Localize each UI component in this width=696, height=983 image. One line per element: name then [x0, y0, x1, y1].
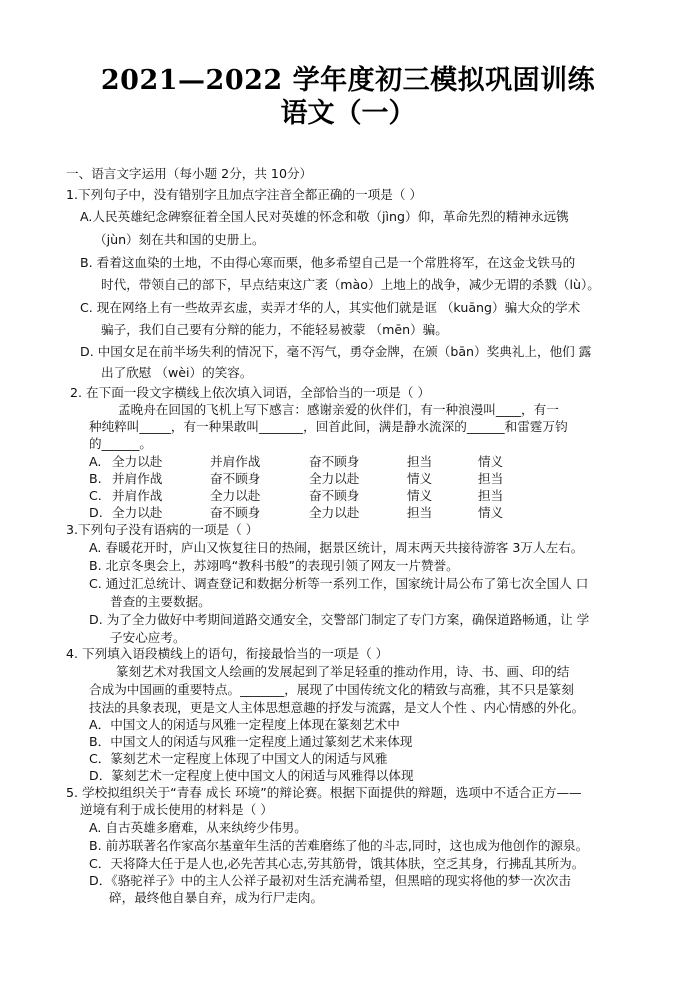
option-word: 全力以赴	[309, 471, 360, 486]
q4-passage-line: 合成为中国画的重要特点。_______，展现了中国传统文化的精致与高雅，其不只是篆刻	[89, 682, 574, 697]
q3-option-a: A. 春暖花开时，庐山又恢复往日的热闹，据景区统计，周末两天共接待游客 3万人左右。	[89, 540, 584, 555]
q1-option-b-cont: 时代，带领自己的部下，早点结束这广袤（mào）上地上的战争，减少无谓的杀戮（lù）。	[101, 277, 600, 292]
q5-option-b: B. 前苏联著名作家高尔基童年生活的苦难磨练了他的斗志,同时，这也成为他创作的源泉。	[89, 838, 589, 853]
option-word: 全力以赴	[309, 505, 360, 520]
option-label: B.	[89, 471, 102, 486]
q3-option-b: B. 北京冬奥会上，苏翊鸣“教科书般”的表现引领了网友一片赞誉。	[89, 558, 459, 573]
q1-option-c: C. 现在网络上有一些故弄玄虚，卖弄才华的人，其实他们就是诓 （kuāng）骗大众的学术	[80, 300, 581, 315]
q2-passage-line: 的______。	[89, 436, 152, 451]
section-heading: 一、语言文字运用（每小题 2分，共 10分）	[66, 166, 313, 181]
option-word: 奋不顾身	[210, 505, 261, 520]
q2-passage-line: 种纯粹叫_____，有一种果敢叫_______，回首此间，满是静水流深的______和雷霆万钧	[89, 419, 568, 434]
q4-stem: 4. 下列填入语段横线上的语句，衔接最恰当的一项是（ ）	[66, 646, 389, 661]
option-word: 情义	[478, 454, 504, 469]
q4-passage-line: 技法的具象表现，更是文人主体思想意趣的抒发与流露，是文人个性 、内心情感的外化。	[89, 700, 585, 715]
option-word: 全力以赴	[112, 505, 163, 520]
q1-option-b: B. 看着这血染的土地，不由得心寒而栗，他多希望自己是一个常胜将军，在这金戈铁马的	[80, 255, 576, 270]
q4-option-d: D．篆刻艺术一定程度上使中国文人的闲适与风雅得以体现	[89, 768, 414, 783]
option-word: 奋不顾身	[210, 471, 261, 486]
q5-option-d-cont: 碎，最终他自暴自弃，成为行尸走肉。	[109, 890, 324, 905]
option-word: 全力以赴	[112, 454, 163, 469]
exam-subtitle: 语文（一）	[280, 98, 416, 129]
q2-option-b	[89, 471, 609, 486]
q4-option-a: A．中国文人的闲适与风雅一定程度上体现在篆刻艺术中	[89, 717, 400, 732]
q1-option-d-cont: 出了欣慰 （wèi）的笑容。	[101, 365, 253, 380]
q4-option-b: B．中国文人的闲适与风雅一定程度上通过篆刻艺术来体现	[89, 734, 413, 749]
q5-option-d: D．《骆驼祥子》中的主人公祥子最初对生活充满希望，但黑暗的现实将他的梦一次次击	[89, 873, 571, 888]
q2-stem: 2. 在下面一段文字横线上依次填入词语，全部恰当的一项是（ ）	[70, 385, 431, 400]
option-word: 担当	[407, 505, 433, 520]
option-word: 并肩作战	[112, 488, 163, 503]
q1-option-a-cont: （jùn）刻在共和国的史册上。	[94, 232, 265, 247]
option-word: 担当	[407, 454, 433, 469]
q5-stem-cont: 逆境有利于成长使用的材料是（ ）	[80, 802, 273, 817]
q1-option-a: A.人民英雄纪念碑察征着全国人民对英雄的怀念和敬（jìng）仰，革命先烈的精神永远镌	[80, 209, 569, 224]
q5-option-a: A. 自古英雄多磨难，从来纨绔少伟男。	[89, 820, 307, 835]
q1-option-c-cont: 骗子，我们自己要有分辩的能力，不能轻易被蒙 （mēn）骗。	[101, 322, 448, 337]
option-word: 奋不顾身	[309, 454, 360, 469]
option-word: 并肩作战	[112, 471, 163, 486]
option-word: 担当	[478, 471, 504, 486]
option-word: 情义	[407, 488, 433, 503]
option-word: 并肩作战	[210, 454, 261, 469]
option-label: C.	[89, 488, 102, 503]
option-word: 全力以赴	[210, 488, 261, 503]
q3-option-d: D. 为了全力做好中考期间道路交通安全，交警部门制定了专门方案，确保道路畅通，让 学	[89, 612, 590, 627]
q5-option-c: C．天将降大任于是人也,必先苦其心志,劳其筋骨，饿其体肤，空乏其身，行拂乱其所为。	[89, 856, 585, 871]
option-word: 奋不顾身	[309, 488, 360, 503]
q3-option-c-cont: 普查的主要数据。	[110, 594, 211, 609]
q3-option-c: C. 通过汇总统计、调查登记和数据分析等一系列工作，国家统计局公布了第七次全国人 口	[89, 576, 589, 591]
option-word: 情义	[478, 505, 504, 520]
q2-option-d	[89, 505, 609, 520]
exam-title: 2021—2022 学年度初三模拟巩固训练	[100, 65, 596, 96]
option-word: 情义	[407, 471, 433, 486]
q5-stem: 5. 学校拟组织关于“青春 成长 环境”的辩论赛。根据下面提供的辩题，选项中不适合正方——	[66, 785, 582, 800]
q1-option-d: D. 中国女足在前半场失利的情况下，毫不泻气，勇夺金牌，在颁（bān）奖典礼上，他们 露	[80, 344, 592, 359]
q3-stem: 3.下列句子没有语病的一项是（ ）	[66, 522, 259, 537]
option-label: D.	[89, 505, 103, 520]
q2-passage-line: 孟晚舟在回国的飞机上写下感言：感谢亲爱的伙伴们，有一种浪漫叫____，有一	[118, 402, 559, 417]
q2-option-a	[89, 454, 609, 469]
option-label: A.	[89, 454, 102, 469]
q3-option-d-cont: 子安心应考。	[110, 630, 186, 645]
q2-option-c	[89, 488, 609, 503]
q1-stem: 1.下列句子中，没有错别字且加点字注音全都正确的一项是（ ）	[66, 187, 423, 202]
q4-passage-line: 篆刻艺术对我国文人绘画的发展起到了举足轻重的推动作用，诗、书、画、印的结	[116, 664, 570, 679]
q4-option-c: C．篆刻艺术一定程度上体现了中国文人的闲适与风雅	[89, 751, 388, 766]
option-word: 担当	[478, 488, 504, 503]
